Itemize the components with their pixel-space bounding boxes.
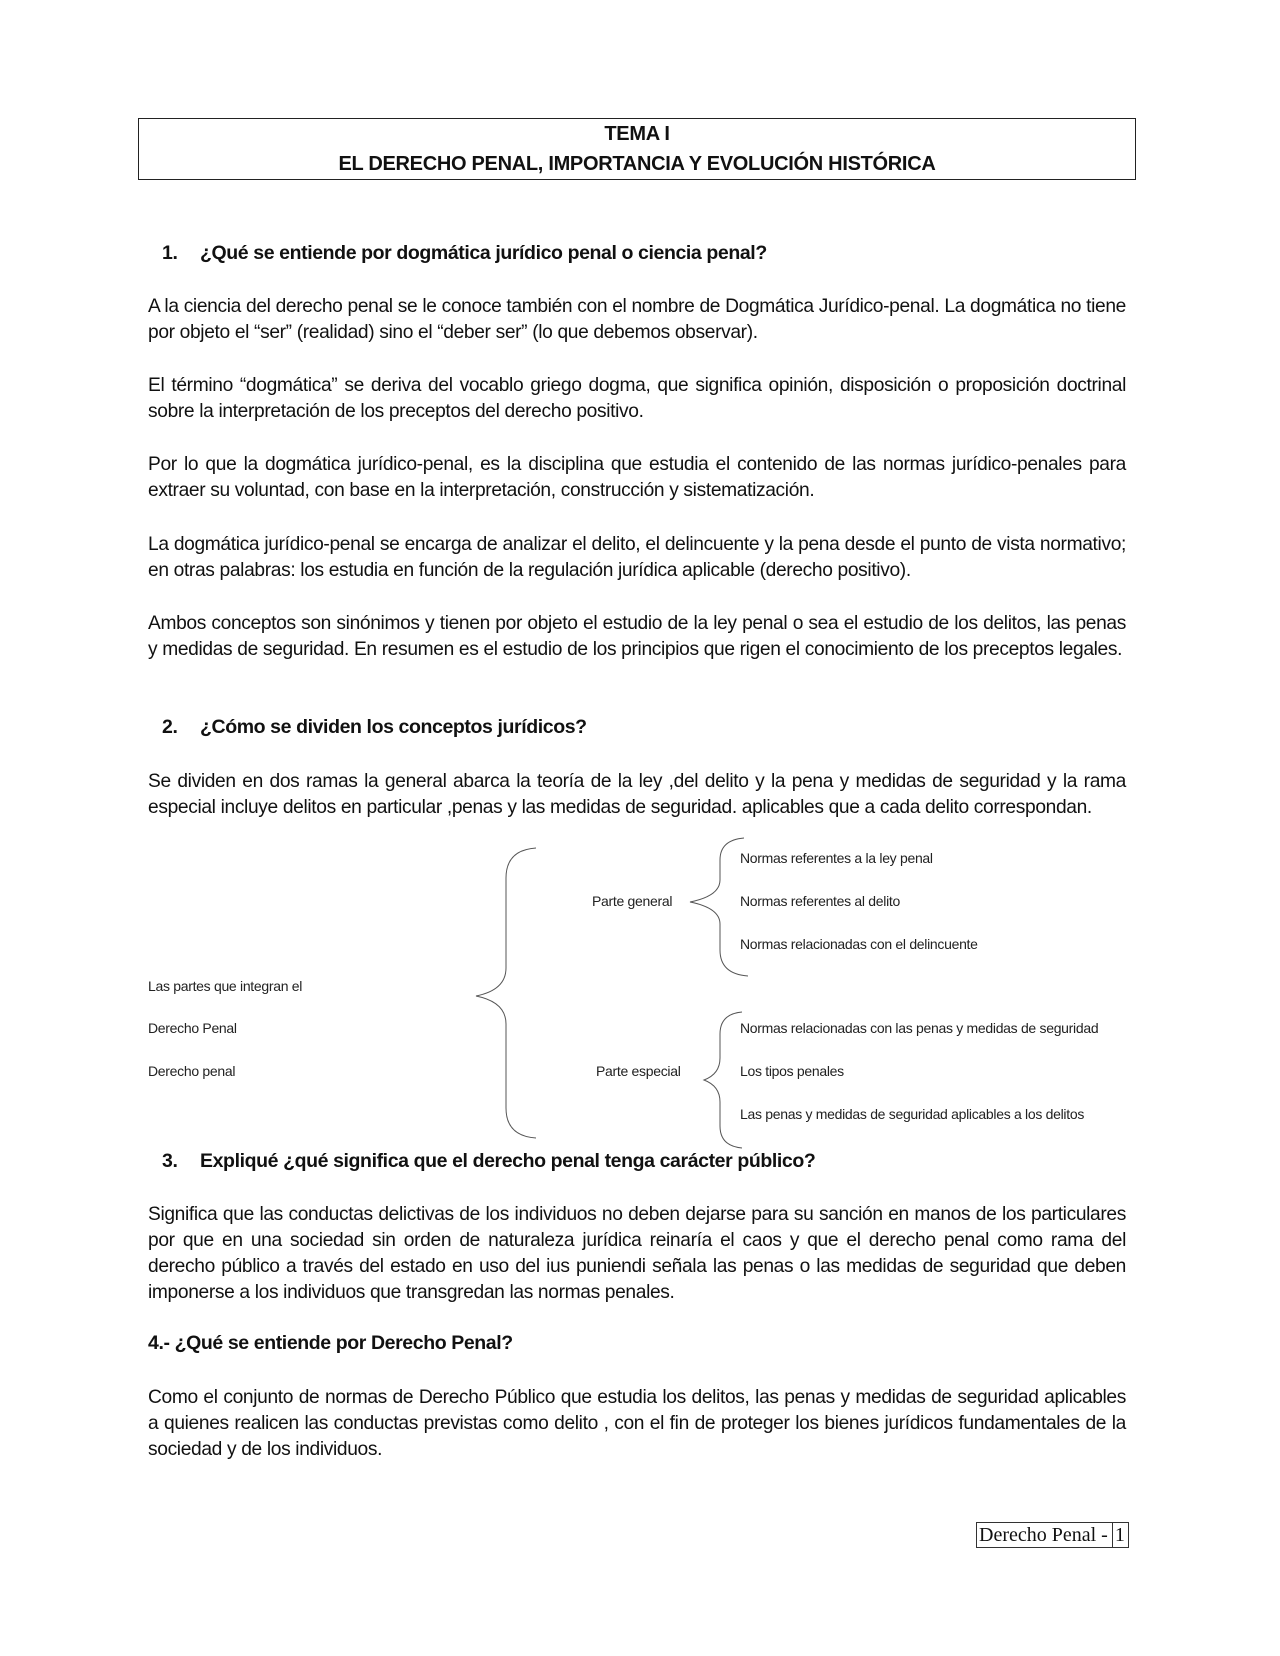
main-brace	[476, 848, 536, 1138]
question-number: 4.-	[148, 1332, 170, 1354]
question-text: Expliqué ¿qué significa que el derecho penal tenga carácter público?	[200, 1150, 816, 1172]
footer-label: Derecho Penal -	[979, 1524, 1108, 1546]
branch-item: Las penas y medidas de seguridad aplicables a los delitos	[740, 1106, 1085, 1122]
title-line-1: TEMA I	[604, 123, 670, 145]
branch-label-especial: Parte especial	[596, 1063, 681, 1079]
branch-item: Normas relacionadas con las penas y medidas de seguridad	[740, 1020, 1099, 1036]
question-text: ¿Qué se entiende por dogmática jurídico penal o ciencia penal?	[200, 242, 767, 264]
question-number: 3.	[162, 1150, 178, 1172]
paragraph: Por lo que la dogmática jurídico-penal, es la disciplina que estudia el contenido de las normas jurídico-penales para extraer su voluntad, con base en la interpretación, construcción y sistematización.	[148, 454, 1126, 501]
paragraph: El término “dogmática” se deriva del vocablo griego dogma, que significa opinión, disposición o proposición doctrinal sobre la interpretación de los preceptos del derecho positivo.	[148, 375, 1126, 422]
paragraph: La dogmática jurídico-penal se encarga de analizar el delito, el delincuente y la pena desde el punto de vista normativo; en otras palabras: los estudia en función de la regulación jurídica aplicable (derecho positivo).	[148, 534, 1126, 581]
question-text: ¿Qué se entiende por Derecho Penal?	[174, 1332, 513, 1354]
page-number: 1	[1112, 1523, 1125, 1547]
special-brace	[704, 1012, 742, 1148]
question-text: ¿Cómo se dividen los conceptos jurídicos?	[200, 716, 587, 738]
diagram-root-line-1: Las partes que integran el	[148, 978, 303, 994]
paragraph: Como el conjunto de normas de Derecho Público que estudia los delitos, las penas y medidas de seguridad aplicables a quienes realicen las conductas previstas como delito , con el fin de proteger los bienes jurídicos fundamentales de la sociedad y de los individuos.	[148, 1387, 1126, 1460]
paragraph: Ambos conceptos son sinónimos y tienen por objeto el estudio de la ley penal o sea el estudio de los delitos, las penas y medidas de seguridad. En resumen es el estudio de los principios que rigen el conocimiento de los preceptos legales.	[148, 613, 1126, 660]
paragraph: A la ciencia del derecho penal se le conoce también con el nombre de Dogmática Jurídico-penal. La dogmática no tiene por objeto el “ser” (realidad) sino el “deber ser” (lo que debemos observar).	[148, 296, 1126, 343]
question-4	[148, 1332, 513, 1355]
title-line-2: EL DERECHO PENAL, IMPORTANCIA Y EVOLUCIÓN HISTÓRICA	[338, 153, 936, 175]
question-number: 1.	[162, 242, 178, 264]
paragraph: Significa que las conductas delictivas de los individuos no deben dejarse para su sanción en manos de los particulares por que en una sociedad sin orden de naturaleza jurídica reinaría el caos y que el derecho penal como rama del derecho público a través del estado en uso del ius puniendi señala las penas o las medidas de seguridad que deben imponerse a los individuos que transgredan las normas penales.	[148, 1204, 1126, 1303]
branch-item: Normas referentes a la ley penal	[740, 850, 933, 866]
question-3	[162, 1150, 815, 1173]
branch-label-general: Parte general	[592, 893, 673, 909]
diagram-root-line-3: Derecho penal	[148, 1063, 236, 1079]
question-number: 2.	[162, 716, 178, 738]
paragraph: Se dividen en dos ramas la general abarca la teoría de la ley ,del delito y la pena y medidas de seguridad y la rama especial incluye delitos en particular ,penas y las medidas de seguridad. aplicables que a cada delito correspondan.	[148, 771, 1126, 818]
branch-item: Los tipos penales	[740, 1063, 844, 1079]
branch-item: Normas relacionadas con el delincuente	[740, 936, 978, 952]
diagram-root-line-2: Derecho Penal	[148, 1020, 237, 1036]
branch-item: Normas referentes al delito	[740, 893, 900, 909]
page-footer	[976, 1522, 1129, 1548]
